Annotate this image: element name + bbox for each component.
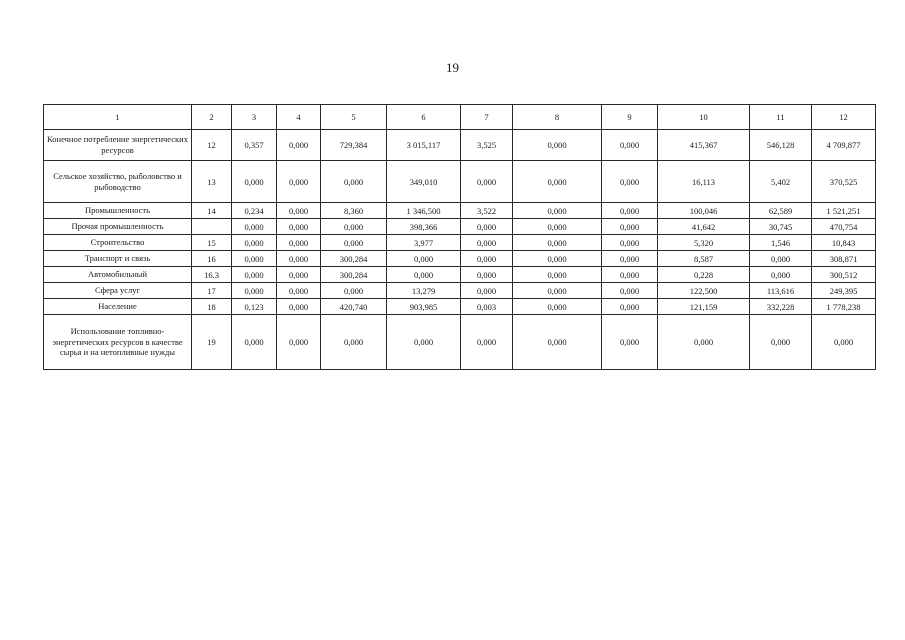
header-cell: 2 <box>192 105 232 130</box>
table-row <box>44 267 876 283</box>
table-cell: 0,000 <box>513 315 602 370</box>
table-cell: 0,000 <box>277 161 321 203</box>
row-label: Население <box>44 299 192 315</box>
table-cell: 0,000 <box>750 251 812 267</box>
table-cell: 0,000 <box>513 267 602 283</box>
table-cell: 0,000 <box>321 219 387 235</box>
table-cell: 398,366 <box>387 219 461 235</box>
table-row <box>44 315 876 370</box>
table-cell: 349,010 <box>387 161 461 203</box>
table-cell: 249,395 <box>812 283 876 299</box>
table-cell: 0,234 <box>232 203 277 219</box>
table-row <box>44 130 876 161</box>
table-cell: 16,113 <box>658 161 750 203</box>
table-cell: 100,046 <box>658 203 750 219</box>
table-cell: 0,000 <box>461 161 513 203</box>
table-cell: 300,284 <box>321 251 387 267</box>
row-code <box>192 219 232 235</box>
table-row <box>44 203 876 219</box>
table-cell: 1 521,251 <box>812 203 876 219</box>
row-label: Прочая промышленность <box>44 219 192 235</box>
table-cell: 0,000 <box>602 130 658 161</box>
table-cell: 0,000 <box>321 315 387 370</box>
table-cell: 3,977 <box>387 235 461 251</box>
table-cell: 0,228 <box>658 267 750 283</box>
table-cell: 903,985 <box>387 299 461 315</box>
table-cell: 0,000 <box>513 251 602 267</box>
header-cell: 6 <box>387 105 461 130</box>
row-code: 13 <box>192 161 232 203</box>
table-cell: 0,000 <box>602 267 658 283</box>
table-cell: 0,000 <box>461 251 513 267</box>
table-cell: 5,402 <box>750 161 812 203</box>
table-cell: 332,228 <box>750 299 812 315</box>
table-cell: 0,000 <box>513 283 602 299</box>
row-code: 12 <box>192 130 232 161</box>
table-cell: 0,000 <box>812 315 876 370</box>
table-cell: 0,000 <box>602 251 658 267</box>
table-cell: 0,000 <box>513 235 602 251</box>
table-cell: 0,000 <box>277 299 321 315</box>
table-cell: 470,754 <box>812 219 876 235</box>
table-cell: 0,000 <box>602 219 658 235</box>
table-cell: 300,512 <box>812 267 876 283</box>
header-cell: 11 <box>750 105 812 130</box>
table-cell: 3,522 <box>461 203 513 219</box>
table-cell: 0,000 <box>232 219 277 235</box>
row-code: 16 <box>192 251 232 267</box>
row-code: 14 <box>192 203 232 219</box>
table-cell: 1 778,238 <box>812 299 876 315</box>
table-cell: 0,000 <box>387 315 461 370</box>
table-cell: 0,000 <box>513 161 602 203</box>
table-body <box>44 130 876 370</box>
table-row <box>44 283 876 299</box>
row-code: 15 <box>192 235 232 251</box>
table-cell: 3 015,117 <box>387 130 461 161</box>
table-cell: 0,000 <box>232 283 277 299</box>
table-cell: 0,000 <box>461 235 513 251</box>
table-cell: 0,000 <box>321 283 387 299</box>
table-row <box>44 251 876 267</box>
table-cell: 10,843 <box>812 235 876 251</box>
table-cell: 121,159 <box>658 299 750 315</box>
table-cell: 546,128 <box>750 130 812 161</box>
table-cell: 0,000 <box>277 315 321 370</box>
row-label: Сельское хозяйство, рыболовство и рыбоводство <box>44 161 192 203</box>
table-cell: 0,000 <box>232 267 277 283</box>
header-cell: 10 <box>658 105 750 130</box>
table-row <box>44 219 876 235</box>
header-cell: 5 <box>321 105 387 130</box>
row-code: 16.3 <box>192 267 232 283</box>
table-cell: 0,000 <box>232 315 277 370</box>
table-cell: 0,000 <box>750 267 812 283</box>
table-cell: 5,320 <box>658 235 750 251</box>
table-cell: 0,000 <box>461 315 513 370</box>
table-cell: 0,000 <box>232 161 277 203</box>
table-cell: 0,357 <box>232 130 277 161</box>
table-cell: 0,000 <box>602 283 658 299</box>
row-label: Автомобильный <box>44 267 192 283</box>
table-cell: 0,000 <box>232 235 277 251</box>
table-cell: 13,279 <box>387 283 461 299</box>
table-row <box>44 299 876 315</box>
table-cell: 0,000 <box>461 283 513 299</box>
table-cell: 0,000 <box>232 251 277 267</box>
table-cell: 0,000 <box>277 219 321 235</box>
header-cell: 7 <box>461 105 513 130</box>
table-cell: 0,000 <box>277 267 321 283</box>
table-cell: 122,500 <box>658 283 750 299</box>
row-label: Транспорт и связь <box>44 251 192 267</box>
row-label: Использование топливно-энергетических ресурсов в качестве сырья и на нетопливные нужды <box>44 315 192 370</box>
header-cell: 12 <box>812 105 876 130</box>
table-cell: 0,003 <box>461 299 513 315</box>
table-cell: 8,360 <box>321 203 387 219</box>
table-cell: 370,525 <box>812 161 876 203</box>
table-cell: 1 346,500 <box>387 203 461 219</box>
table-cell: 0,000 <box>387 267 461 283</box>
table-cell: 0,000 <box>602 315 658 370</box>
table-cell: 0,000 <box>277 235 321 251</box>
table-cell: 41,642 <box>658 219 750 235</box>
table-cell: 0,000 <box>750 315 812 370</box>
table-cell: 0,000 <box>602 203 658 219</box>
table-cell: 0,123 <box>232 299 277 315</box>
table-cell: 0,000 <box>658 315 750 370</box>
table-cell: 0,000 <box>277 283 321 299</box>
table-cell: 0,000 <box>321 161 387 203</box>
table-cell: 0,000 <box>513 130 602 161</box>
table-cell: 3,525 <box>461 130 513 161</box>
header-cell: 3 <box>232 105 277 130</box>
table-cell: 0,000 <box>513 299 602 315</box>
table-cell: 0,000 <box>513 219 602 235</box>
table-cell: 0,000 <box>602 235 658 251</box>
table-cell: 0,000 <box>387 251 461 267</box>
row-code: 19 <box>192 315 232 370</box>
row-label: Строительство <box>44 235 192 251</box>
row-label: Промышленность <box>44 203 192 219</box>
table-cell: 0,000 <box>277 203 321 219</box>
table-cell: 308,871 <box>812 251 876 267</box>
table-cell: 8,587 <box>658 251 750 267</box>
table-cell: 1,546 <box>750 235 812 251</box>
table-cell: 0,000 <box>602 299 658 315</box>
table-cell: 0,000 <box>602 161 658 203</box>
header-cell: 4 <box>277 105 321 130</box>
table-cell: 62,589 <box>750 203 812 219</box>
table-cell: 0,000 <box>461 219 513 235</box>
table-row <box>44 161 876 203</box>
table-cell: 729,384 <box>321 130 387 161</box>
table-cell: 0,000 <box>277 251 321 267</box>
row-code: 17 <box>192 283 232 299</box>
header-cell: 1 <box>44 105 192 130</box>
table-cell: 0,000 <box>461 267 513 283</box>
table-cell: 0,000 <box>321 235 387 251</box>
row-code: 18 <box>192 299 232 315</box>
table-header-row <box>44 105 876 130</box>
table-cell: 300,284 <box>321 267 387 283</box>
table-cell: 30,745 <box>750 219 812 235</box>
table-cell: 0,000 <box>513 203 602 219</box>
row-label: Сфера услуг <box>44 283 192 299</box>
table-cell: 0,000 <box>277 130 321 161</box>
page-number: 19 <box>446 60 459 75</box>
table-cell: 415,367 <box>658 130 750 161</box>
header-cell: 8 <box>513 105 602 130</box>
energy-balance-table <box>43 104 876 370</box>
table-cell: 420,740 <box>321 299 387 315</box>
table-cell: 4 709,877 <box>812 130 876 161</box>
table-row <box>44 235 876 251</box>
table-cell: 113,616 <box>750 283 812 299</box>
row-label: Конечное потребление энергетических ресурсов <box>44 130 192 161</box>
header-cell: 9 <box>602 105 658 130</box>
